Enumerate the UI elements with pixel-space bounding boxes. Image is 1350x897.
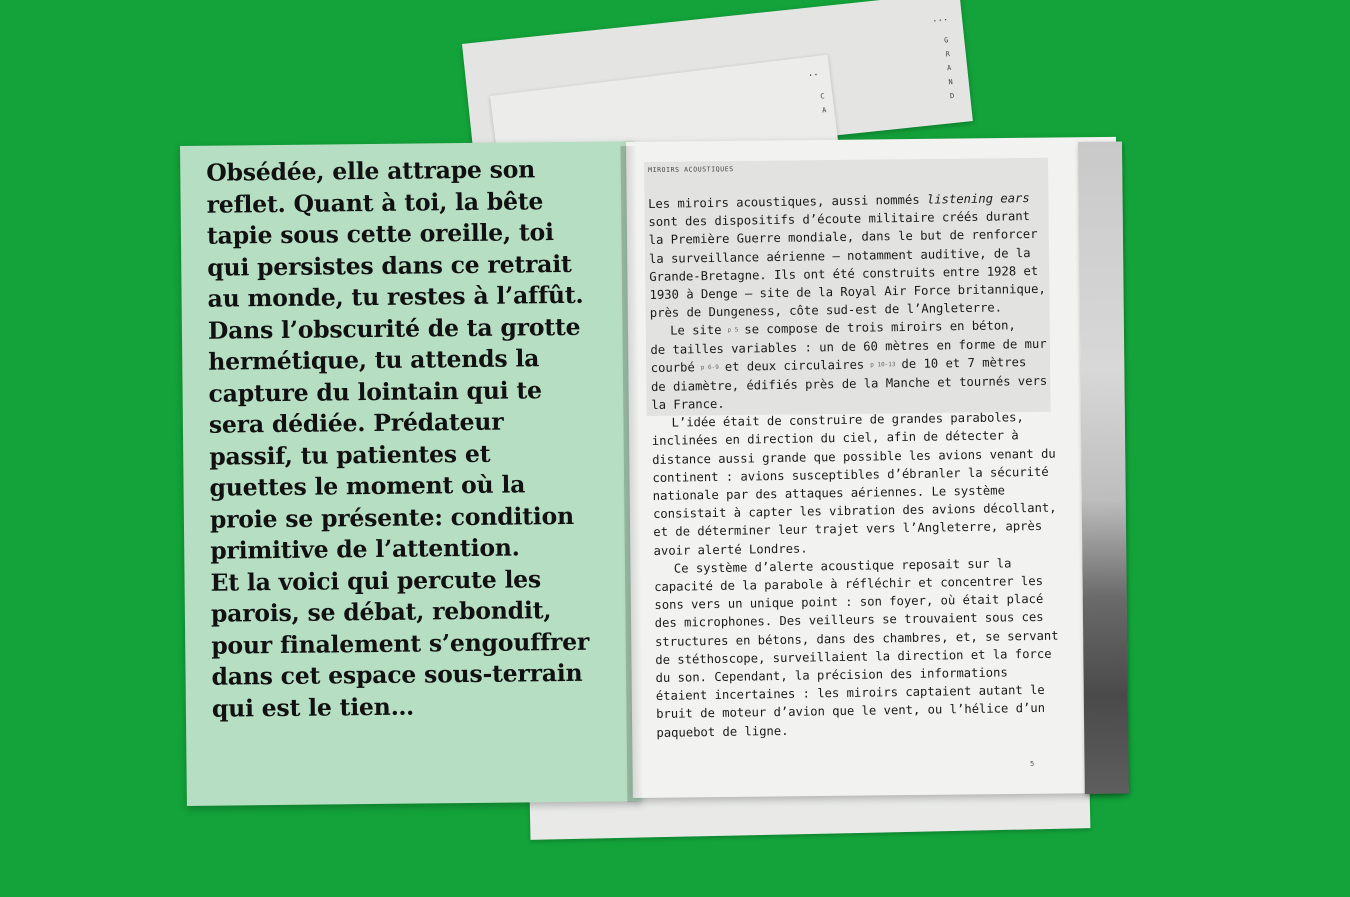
poem-line: hermétique, tu attends la <box>208 344 540 376</box>
photo-strip <box>1078 142 1129 794</box>
vertical-letter: A <box>821 106 827 115</box>
poem-line: pour finalement s’engouffrer <box>211 627 590 660</box>
page-reference: p 6-9 <box>700 363 719 371</box>
poem-line: au monde, tu restes à l’affût. <box>207 280 584 313</box>
poem-line: Dans l’obscurité de ta grotte <box>207 312 581 345</box>
text-line: nationale par des attaques aériennes. Le système <box>652 483 1005 503</box>
poem-text <box>206 153 622 724</box>
text-line: Ce système d’alerte acoustique reposait sur la <box>673 556 1012 576</box>
running-head: MIROIRS ACOUSTIQUES <box>648 165 734 174</box>
text-line: du son. Cependant, la précision des informations <box>655 665 1008 686</box>
poem-line: Et la voici qui percute les <box>210 564 542 597</box>
poem-line: Obsédée, elle attrape son <box>206 155 536 187</box>
italic-term: listening ears <box>926 191 1030 207</box>
page-number: 5 <box>1030 760 1035 768</box>
text-line: bruit de moteur d’avion que le vent, ou l’hélice d’un <box>656 701 1046 722</box>
text-line: de tailles variables : un de 60 mètres en forme de mur <box>650 336 1047 357</box>
text-line: de diamètre, édifiés près de la Manche et tournés vers <box>650 373 1048 394</box>
vertical-letter: N <box>948 77 954 87</box>
poem-line: qui est le tien… <box>211 692 415 723</box>
poem-line: parois, se débat, rebondit, <box>210 596 552 628</box>
article-text <box>648 189 1067 742</box>
text-line: avoir alerté Londres. <box>653 541 808 558</box>
text-span: et deux circulaires <box>724 357 865 375</box>
text-line: des microphones. Des veilleurs se trouvaient sous ces <box>654 610 1044 631</box>
text-line: structures en bétons, dans des chambres, et, se servant <box>654 628 1059 649</box>
text-line: et de déterminer leur trajet vers l’Angleterre, après <box>653 519 1043 540</box>
vertical-letter: R <box>945 50 951 59</box>
text-line: de stéthoscope, surveillaient la direction et la force <box>655 646 1052 667</box>
poem-line: qui persistes dans ce retrait <box>207 249 572 282</box>
poem-line: guettes le moment où la <box>209 470 526 502</box>
text-line: Grande-Bretagne. Ils ont été construits entre 1928 et <box>649 263 1039 284</box>
sheet-vertical-text <box>818 89 829 118</box>
poem-line: reflet. Quant à toi, la bête <box>206 186 544 219</box>
vertical-letter: G <box>943 36 949 45</box>
poem-line: capture du lointain qui te <box>208 375 542 408</box>
sheet-dots: .. <box>807 67 820 80</box>
text-line: étaient incertaines : les miroirs captaient autant le <box>655 683 1045 704</box>
text-line: sons vers un unique point : son foyer, où était placé <box>654 592 1044 613</box>
poem-line: dans cet espace sous-terrain <box>211 658 583 691</box>
text-line: distance aussi grande que possible les avions venant du <box>652 446 1056 467</box>
text-line: continent : avions susceptibles d’ébranler la sécurité <box>652 464 1049 485</box>
text-line: la France. <box>651 396 725 412</box>
text-line: la surveillance aérienne – notamment auditive, de la <box>648 245 1031 266</box>
text-span: de 10 et 7 mètres <box>901 355 1027 372</box>
text-span: courbé <box>650 360 695 376</box>
text-line: 1930 à Denge – site de la Royal Air Force britannique, <box>649 281 1046 303</box>
text-line: sont des dispositifs d’écoute militaire créés durant <box>648 209 1031 230</box>
text-span: Le site <box>670 323 722 339</box>
poem-line: tapie sous cette oreille, toi <box>206 218 554 250</box>
text-span: se compose de trois miroirs en béton, <box>744 318 1016 337</box>
vertical-letter: C <box>819 92 826 101</box>
vertical-letter: D <box>949 91 955 101</box>
poem-line: passif, tu patientes et <box>209 439 491 471</box>
text-span: Les miroirs acoustiques, aussi nommés <box>648 192 928 211</box>
text-line: capacité de la parabole à réfléchir et concentrer les <box>654 573 1044 594</box>
page-reference: p 10-13 <box>870 360 896 369</box>
left-page <box>180 141 641 806</box>
sheet-vertical-text <box>942 33 957 103</box>
text-line: consistait à capter les vibration des avions décollant, <box>652 500 1057 522</box>
text-line: paquebot de ligne. <box>656 723 789 740</box>
text-line: la Première Guerre mondiale, dans le but de renforcer <box>648 227 1038 248</box>
text-line: inclinées en direction du ciel, afin de détecter à <box>651 428 1019 449</box>
text-line: L’idée était de construire de grandes paraboles, <box>671 410 1024 430</box>
poem-line: primitive de l’attention. <box>210 533 520 565</box>
vertical-letter: A <box>946 64 952 73</box>
poem-line: proie se présente: condition <box>209 501 575 534</box>
sheet-dots: ... <box>931 13 949 25</box>
text-line: près de Dungeness, côte sud-est de l’Angleterre. <box>649 300 1003 321</box>
poem-line: sera dédiée. Prédateur <box>208 407 504 439</box>
page-reference: p 5 <box>727 326 739 334</box>
